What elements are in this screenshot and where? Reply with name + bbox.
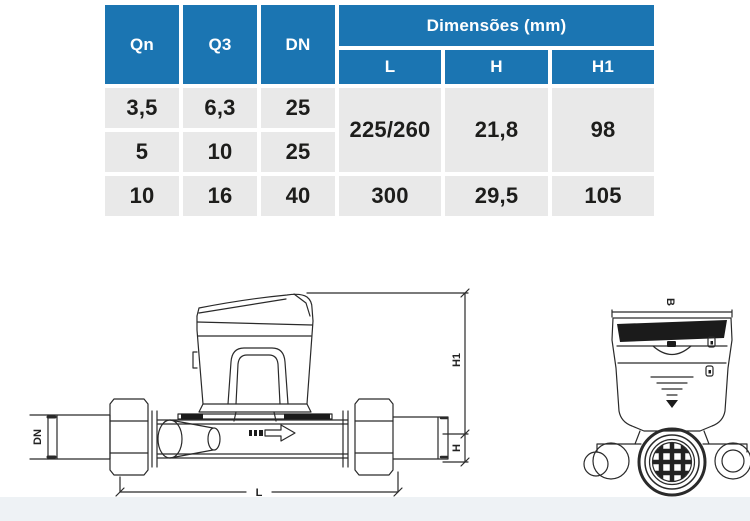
col-header-qn: Qn xyxy=(105,5,179,84)
cell-h-merged: 21,8 xyxy=(445,88,548,172)
dim-label-h: H xyxy=(451,444,463,452)
dimension-b xyxy=(612,298,732,317)
cell-dn: 25 xyxy=(261,132,335,172)
pipe-body xyxy=(48,399,448,475)
cell-h1-merged: 98 xyxy=(552,88,654,172)
cell-h: 29,5 xyxy=(445,176,548,216)
dim-label-b: B xyxy=(664,298,676,306)
dim-label-h1: H1 xyxy=(451,352,463,368)
side-view xyxy=(30,289,469,499)
register-head xyxy=(193,294,313,421)
dimension-l xyxy=(116,472,402,499)
pipe-front-connector xyxy=(584,429,750,495)
table-row xyxy=(105,176,654,216)
display-window xyxy=(617,320,727,342)
col-header-h1: H1 xyxy=(552,50,654,84)
cell-qn: 10 xyxy=(105,176,179,216)
col-header-q3: Q3 xyxy=(183,5,257,84)
flow-direction-arrow xyxy=(249,425,295,441)
table-row xyxy=(105,88,654,128)
end-view xyxy=(584,298,750,495)
col-header-h: H xyxy=(445,50,548,84)
cell-h1: 105 xyxy=(552,176,654,216)
cell-l-merged: 225/260 xyxy=(339,88,441,172)
spec-table xyxy=(101,1,658,220)
cell-q3: 16 xyxy=(183,176,257,216)
cell-qn: 3,5 xyxy=(105,88,179,128)
water-meter-technical-drawing xyxy=(0,268,750,515)
col-header-l: L xyxy=(339,50,441,84)
dimension-dn xyxy=(30,415,48,459)
cell-l: 300 xyxy=(339,176,441,216)
dim-label-dn: DN xyxy=(32,429,44,445)
cell-dn: 25 xyxy=(261,88,335,128)
strainer-mesh xyxy=(651,441,693,483)
funnel-mark xyxy=(651,377,693,408)
dim-label-l: L xyxy=(255,487,263,499)
cell-dn: 40 xyxy=(261,176,335,216)
cell-q3: 10 xyxy=(183,132,257,172)
col-group-dimensions: Dimensões (mm) xyxy=(339,5,654,46)
cell-qn: 5 xyxy=(105,132,179,172)
meter-head-front xyxy=(612,318,732,431)
cell-q3: 6,3 xyxy=(183,88,257,128)
mounting-plate xyxy=(178,414,332,420)
dimension-h1 xyxy=(307,289,469,462)
col-header-dn: DN xyxy=(261,5,335,84)
